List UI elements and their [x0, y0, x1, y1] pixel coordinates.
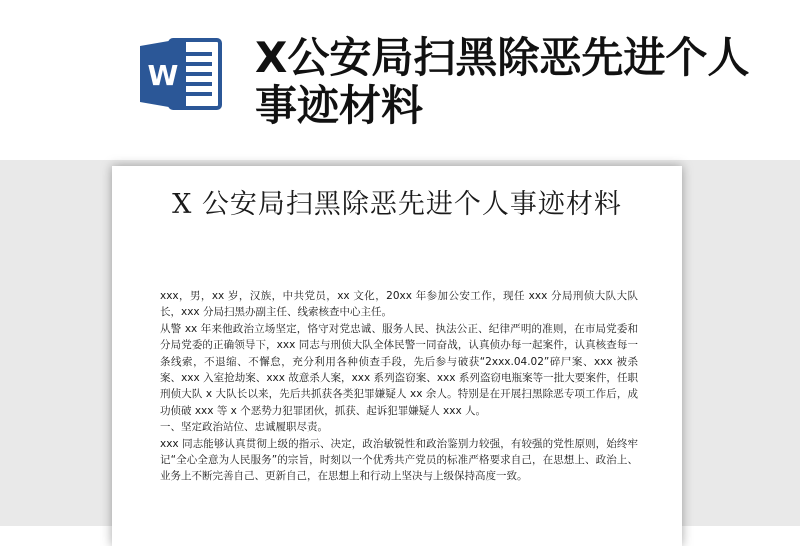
word-document-icon: [140, 36, 224, 112]
paragraph-intro: xxx，男，xx 岁，汉族，中共党员，xx 文化，20xx 年参加公安工作，现任 xxx 分局刑侦大队大队长，xxx 分局扫黑办副主任、线索核查中心主任。: [160, 290, 638, 319]
page-heading: X 公安局扫黑除恶先进个人事迹材料: [172, 189, 622, 220]
document-header: [0, 0, 800, 160]
body-text: [160, 288, 638, 485]
paragraph-political: xxx 同志能够认真贯彻上级的指示、决定，政治敏锐性和政治鉴别力较强，有较强的党性原则，始终牢记“全心全意为人民服务”的宗旨，时刻以一个优秀共产党员的标准严格要求自己，在思想上、政治上、业务上不断完善自己、更新自己，在思想上和行动上坚决与上级保持高度一致。: [160, 437, 638, 483]
document-title: X公安局扫黑除恶先进个人事迹材料: [255, 33, 750, 130]
section-heading-1: 一、坚定政治站位、忠诚履职尽责。: [160, 421, 328, 434]
paragraph-career: 从警 xx 年来他政治立场坚定，恪守对党忠诚、服务人民、执法公正、纪律严明的准则，在市局党委和分局党委的正确领导下，xxx 同志与刑侦大队全体民警一同奋战，认真侦办每一起案件，认真核查每一条线索，不退缩、不懈怠，充分利用各种侦查手段，先后参与破获“2xxx.04.02”碎尸案、xxx 被杀案、xxx 入室抢劫案、xxx 故意杀人案，xxx 系列盗窃案、xxx 系列盗窃电瓶案等一批大要案件，任职刑侦大队 x 大队长以来，先后共抓获各类犯罪嫌疑人 xx 余人。特别是在开展扫黑除恶专项工作后，成功侦破 xxx 等 x 个恶势力犯罪团伙，抓获、起诉犯罪嫌疑人 xxx 人。: [160, 322, 638, 417]
word-icon-letter: W: [147, 59, 179, 92]
document-page: [112, 166, 682, 546]
